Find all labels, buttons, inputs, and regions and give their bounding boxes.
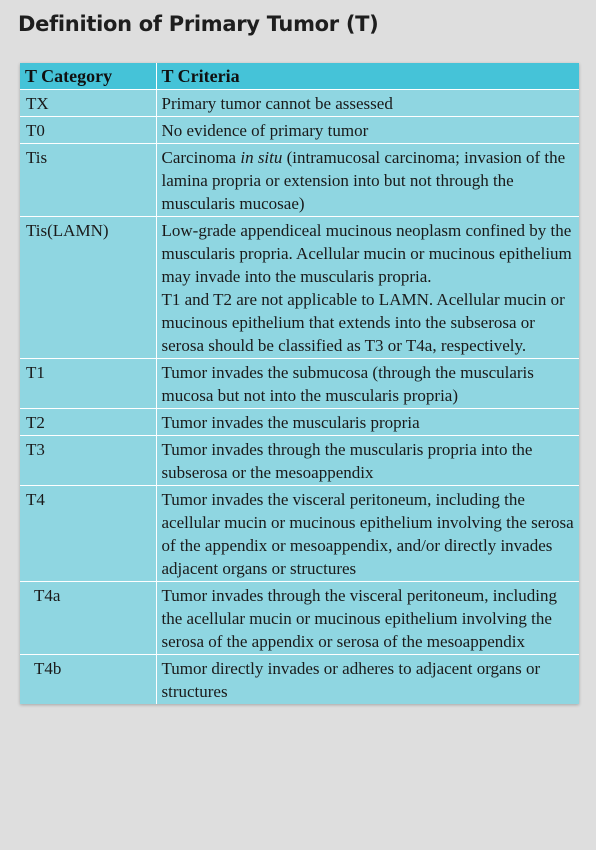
t-criteria-cell: No evidence of primary tumor	[156, 117, 579, 144]
table-row	[20, 144, 579, 217]
t-category-cell: T2	[20, 409, 156, 436]
t-criteria-cell: Primary tumor cannot be assessed	[156, 90, 579, 117]
t-subcategory-cell: T4a	[20, 582, 156, 655]
table-header-row	[20, 63, 579, 90]
t-criteria-cell	[156, 217, 579, 359]
table-row	[20, 486, 579, 582]
table-row	[20, 217, 579, 359]
table-row	[20, 582, 579, 655]
t-category-table	[20, 63, 579, 704]
t-criteria-cell: Tumor invades the visceral peritoneum, including the acellular mucin or mucinous epithelium involving the serosa of the appendix or mesoappendix, and/or directly invades adjacent organs or structures	[156, 486, 579, 582]
column-header-t-criteria: T Criteria	[156, 63, 579, 90]
t-category-cell: TX	[20, 90, 156, 117]
table-row	[20, 90, 579, 117]
table-row	[20, 359, 579, 409]
t-category-cell: Tis	[20, 144, 156, 217]
t-category-cell: T1	[20, 359, 156, 409]
t-category-cell: T4	[20, 486, 156, 582]
page-title: Definition of Primary Tumor (T)	[18, 12, 379, 36]
criteria-italic-text: in situ	[240, 148, 283, 167]
criteria-note: T1 and T2 are not applicable to LAMN. Acellular mucin or mucinous epithelium that extends into the subserosa or serosa should be classified as T3 or T4a, respectively.	[161, 290, 565, 355]
table-row	[20, 117, 579, 144]
table-row	[20, 409, 579, 436]
t-criteria-cell: Tumor invades the muscularis propria	[156, 409, 579, 436]
table-row	[20, 655, 579, 705]
criteria-text: Low-grade appendiceal mucinous neoplasm confined by the muscularis propria. Acellular mucin or mucinous epithelium may invade into the muscularis propria.	[161, 221, 572, 286]
t-category-cell: Tis(LAMN)	[20, 217, 156, 359]
t-criteria-cell: Tumor invades the submucosa (through the muscularis mucosa but not into the muscularis propria)	[156, 359, 579, 409]
t-criteria-cell: Tumor directly invades or adheres to adjacent organs or structures	[156, 655, 579, 705]
t-criteria-cell: Tumor invades through the visceral peritoneum, including the acellular mucin or mucinous epithelium involving the serosa of the appendix or serosa of the mesoappendix	[156, 582, 579, 655]
table-row	[20, 436, 579, 486]
column-header-t-category: T Category	[20, 63, 156, 90]
t-criteria-cell	[156, 144, 579, 217]
t-category-cell: T3	[20, 436, 156, 486]
t-category-cell: T0	[20, 117, 156, 144]
criteria-text: Carcinoma	[161, 148, 241, 167]
t-criteria-cell: Tumor invades through the muscularis propria into the subserosa or the mesoappendix	[156, 436, 579, 486]
criteria-text: (intramucosal carcinoma; invasion of the lamina propria or extension into but not through the muscularis mucosae)	[161, 148, 566, 213]
t-subcategory-cell: T4b	[34, 659, 62, 678]
